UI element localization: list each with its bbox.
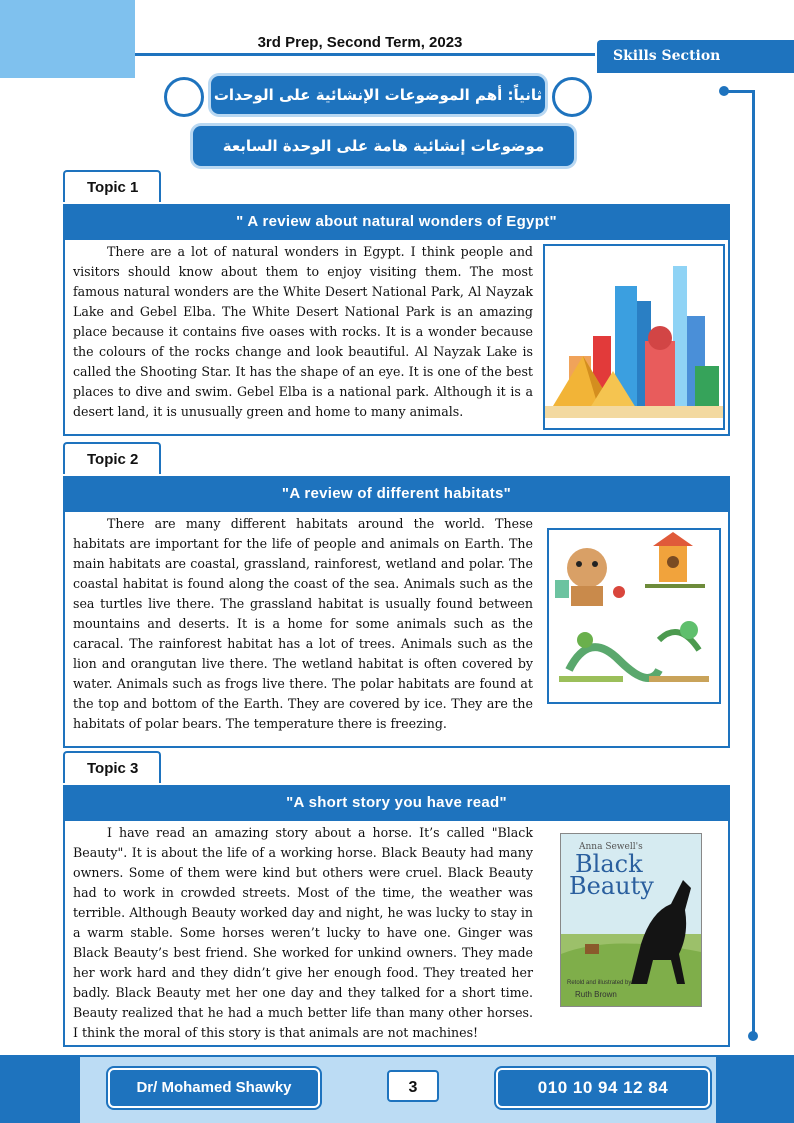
book-title-line1: Black [575, 850, 643, 878]
black-beauty-book-cover [560, 833, 702, 1007]
topic-2-title: "A review of different habitats" [63, 476, 730, 512]
side-rule-dot-top [719, 86, 729, 96]
book-credit-line1: Retold and illustrated by [567, 980, 632, 986]
habitats-illustration [547, 528, 721, 704]
egypt-landmarks-icon [545, 246, 723, 428]
skills-section-label: Skills Section [597, 40, 794, 73]
sub-arabic-banner: موضوعات إنشائية هامة على الوحدة السابعة [193, 126, 574, 166]
topic-2-box [63, 512, 730, 748]
topic-2-tab: Topic 2 [63, 442, 161, 474]
topic-3-text: I have read an amazing story about a horse. It’s called "Black Beauty". It is about the life of a working horse. Black Beauty had many owners. Some of them were kind but others were cruel. Black Beauty had to work in crowded streets. Most of the time, the weather was terrible. Although Beauty worked day and night, he was lucky to stay in a warm stable. Some horses weren’t lucky to have one. Ginger was Black Beauty’s best friend. She worked for unkind owners. They made her work hard and they didn’t give her enough food. They treated her badly. Black Beauty met her one day and they talked for a short time. Beauty realized that he had a much better life than many other horses. I think the moral of this story is that animals are not machines! [73, 825, 533, 1040]
topic-1-box [63, 240, 730, 436]
page-header-title [220, 34, 500, 51]
topic-1-text: There are a lot of natural wonders in Egypt. I think people and visitors should know about them to enjoy visiting them. The most famous natural wonders are the White Desert National Park, Al Nayzak Lake and Gebel Elba. The White Desert National Park is an amazing place because it contains five oases with rocks. It is a wonder because the colours of the rocks change and look beautiful. Al Nayzak Lake is called the Shooting Star. It has the shape of an eye. It is one of the best places to dive and swim. Gebel Elba is a national park. Although it is a desert land, it is unusually green and home to many animals. [73, 244, 533, 419]
side-rule [752, 90, 755, 1038]
main-arabic-banner: ثانياً: أهم الموضوعات الإنشائية على الوحدات [211, 76, 545, 114]
topic-2-text: There are many different habitats around the world. These habitats are important for the life of people and animals on Earth. The main habitats are coastal, grassland, rainforest, wetland and polar. The coastal habitat is found along the coast of the sea. Animals such as the sea turtles live there. The grassland habitat is usually found between mountains and deserts. It is a home for some animals such as the caracal. The rainforest habitat has a lot of trees. Animals such as the lion and orangutan live there. The wetland habitat is often covered by water. Animals such as frogs live there. The polar habitats are found at the top and bottom of the Earth. They are covered by ice. They are the habitats of polar bears. The temperature there is freezing. [73, 516, 533, 731]
footer-phone: 010 10 94 12 84 [496, 1068, 710, 1108]
banner-circle-right [552, 77, 592, 117]
book-author: Anna Sewell's [579, 842, 643, 852]
topic-3-tab: Topic 3 [63, 751, 161, 783]
side-rule-dot-bottom [748, 1031, 758, 1041]
egypt-landmarks-illustration [543, 244, 725, 430]
page-number: 3 [387, 1070, 439, 1102]
book-credit-line2: Ruth Brown [575, 990, 617, 999]
corner-block [0, 0, 135, 78]
book-title-line2: Beauty [569, 872, 654, 900]
topic-1-tab: Topic 1 [63, 170, 161, 202]
banner-circle-left [164, 77, 204, 117]
topic-1-title: " A review about natural wonders of Egypt" [63, 204, 730, 240]
topic-3-box [63, 821, 730, 1047]
footer-author: Dr/ Mohamed Shawky [108, 1068, 320, 1108]
habitats-icon [549, 530, 719, 702]
header-rule [135, 53, 595, 56]
topic-3-title: "A short story you have read" [63, 785, 730, 821]
header-title-text: 3rd Prep, Second Term, 2023 [257, 34, 463, 51]
